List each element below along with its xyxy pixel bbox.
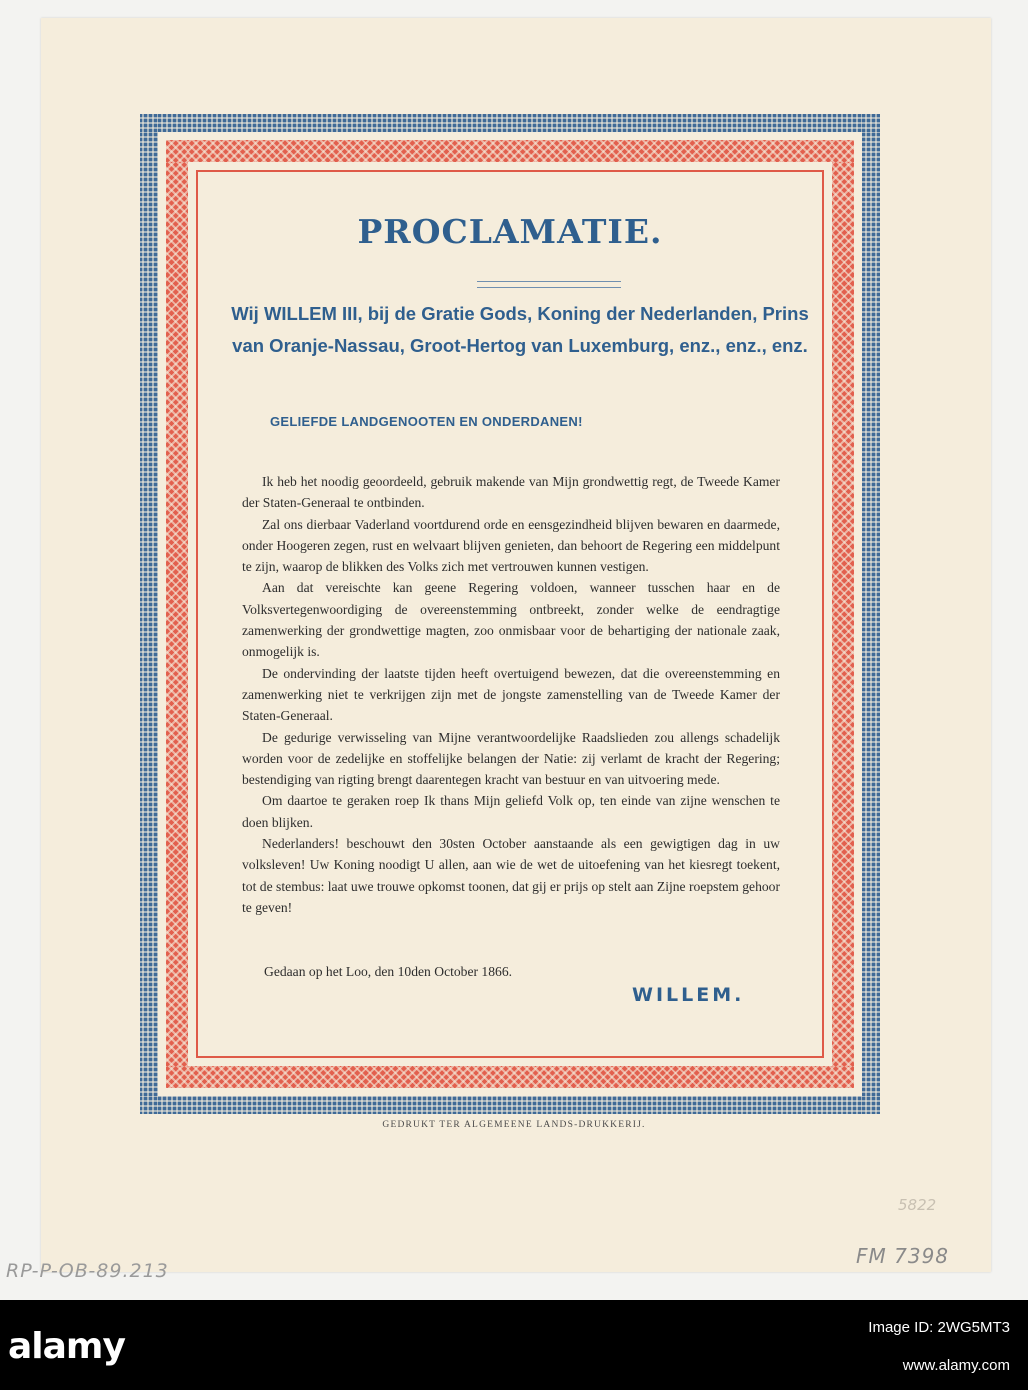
paragraph: Aan dat vereischte kan geene Regering voldoen, wanneer tusschen haar en de Volksvertegenwoordiging de overeenstemming ontbreekt, zonder welke de eendragtige zamenwerking der grondwettige magten, zoo onmisbaar voor de behartiging der nationale zaak, onmogelijk is. [242,580,780,660]
proclamation-title: PROCLAMATIE. [357,212,663,251]
watermark-bar [0,1300,1028,1390]
paragraph: Nederlanders! beschouwt den 30sten October aanstaande als een gewigtigen dag in uw volksleven! Uw Koning noodigt U allen, aan wie de wet de uitoefening van het kiesregt toekent, tot de stembus: laat uwe trouwe opkomst toonen, dat gij er prijs op stelt aan Zijne roepstem gehoor te geven! [242,836,780,915]
royal-signature: WILLEM. [632,984,745,1006]
salutation: GELIEFDE LANDGENOOTEN EN ONDERDANEN! [270,414,583,429]
proclamation-body [242,471,780,918]
paragraph: Zal ons dierbaar Vaderland voortdurend orde en eensgezindheid blijven bewaren en daarmede, onder Hoogeren zegen, rust en welvaart blijven genieten, dan behoort de Regering een middelpunt te zijn, waarop de blikken des Volks zich met vertrouwen kunnen vestigen. [242,516,780,575]
paragraph: De gedurige verwisseling van Mijne verantwoordelijke Raadslieden zou allengs schadelijk worden voor de zedelijke en stoffelijke belangen der Natie: zij verlamt de kracht der Regering; bestendiging van rigting brengt daarentegen kracht van bestuur en van uitvoering mede. [242,729,780,788]
image-id: Image ID: 2WG5MT3 [868,1319,1010,1336]
paragraph: Ik heb het noodig geoordeeld, gebruik makende van Mijn grondwettig regt, de Tweede Kamer der Staten-Generaal te ontbinden. [242,474,780,511]
inventory-number: RP-P-OB-89.213 [6,1260,169,1282]
paragraph: De ondervinding der laatste tijden heeft overtuigend bewezen, dat die overeenstemming en zamenwerking niet te verkrijgen zijn met de jongste zamenstelling van de Tweede Kamer der Staten-Generaal. [242,665,780,724]
king-title: Wij WILLEM III, bij de Gratie Gods, Koning der Nederlanden, Prins van Oranje-Nassau, Groot-Hertog van Luxemburg, enz., enz., enz. [231,303,809,356]
catalogue-number: FM 7398 [856,1244,950,1268]
alamy-logo: alamy [8,1326,125,1367]
dated-line: Gedaan op het Loo, den 10den October 1866. [264,964,513,979]
proclamation-content [200,174,820,1054]
printer-imprint: GEDRUKT TER ALGEMEENE LANDS-DRUKKERIJ. [382,1120,646,1130]
watermark-url: www.alamy.com [902,1357,1010,1374]
paragraph: Om daartoe te geraken roep Ik thans Mijn geliefd Volk op, ten einde van zijne wenschen te doen blijken. [242,793,780,830]
faint-pencil-number: 5822 [898,1196,937,1214]
title-divider [477,281,621,288]
